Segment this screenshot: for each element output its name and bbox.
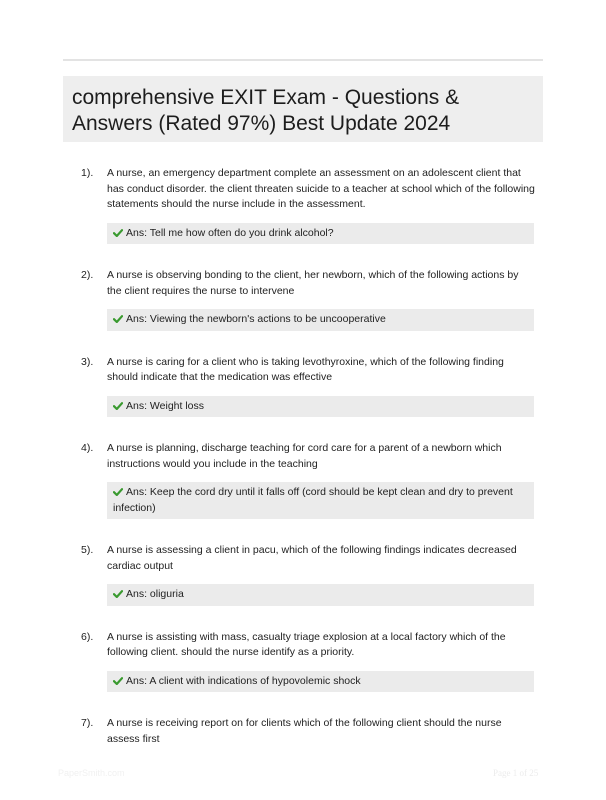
answer-text: Ans: Viewing the newborn's actions to be uncooperative (126, 313, 386, 325)
question-text: A nurse is assessing a client in pacu, which of the following findings indicates decreased cardiac output (107, 544, 517, 572)
answer-box (107, 482, 534, 519)
check-icon (113, 229, 123, 237)
footer-watermark: PaperSmith.com (58, 768, 125, 778)
check-icon (113, 488, 123, 496)
question-text: A nurse is planning, discharge teaching for cord care for a parent of a newborn which instructions would you include in the teaching (107, 442, 502, 470)
check-icon (113, 590, 123, 598)
question-number: 2). (81, 269, 94, 281)
question-item (80, 441, 540, 519)
answer-text: Ans: oliguria (126, 588, 184, 600)
question-item (80, 630, 540, 693)
question-list (80, 166, 540, 771)
question-number: 3). (81, 355, 94, 368)
check-icon (113, 315, 123, 323)
question-item (80, 543, 540, 606)
document-title: comprehensive EXIT Exam - Questions & Answers (Rated 97%) Best Update 2024 (72, 86, 460, 135)
question-text: A nurse is observing bonding to the client, her newborn, which of the following actions by the client requires the nurse to intervene (107, 269, 519, 297)
question-number: 1). (81, 167, 94, 179)
answer-text: Ans: Keep the cord dry until it falls off (cord should be kept clean and dry to prevent infection) (113, 486, 513, 514)
question-number: 5). (81, 544, 94, 556)
title-banner (63, 76, 543, 142)
top-divider (63, 59, 543, 61)
answer-text: Ans: A client with indications of hypovolemic shock (126, 674, 361, 687)
answer-box (107, 671, 534, 693)
question-item (80, 268, 540, 331)
answer-box (107, 223, 534, 245)
question-item (80, 355, 540, 418)
answer-text: Ans: Tell me how often do you drink alcohol? (126, 226, 334, 239)
question-number: 4). (81, 442, 94, 454)
answer-box (107, 584, 534, 606)
question-number: 6). (81, 630, 94, 643)
question-text: A nurse, an emergency department complete an assessment on an adolescent client that has conduct disorder. the client threaten suicide to a teacher at school which of the following statements should the nurse include in the assessment. (107, 167, 535, 210)
question-item (80, 166, 540, 244)
check-icon (113, 402, 123, 410)
check-icon (113, 677, 123, 685)
answer-text: Ans: Weight loss (126, 399, 205, 412)
page-number: Page 1 of 25 (493, 768, 539, 778)
question-text: A nurse is receiving report on for clients which of the following client should the nurse assess first (107, 717, 502, 745)
question-number: 7). (81, 717, 94, 729)
answer-box (107, 309, 534, 331)
question-text: A nurse is caring for a client who is taking levothyroxine, which of the following finding should indicate that the medication was effective (107, 355, 504, 383)
answer-box (107, 396, 534, 418)
question-item (80, 716, 540, 747)
question-text: A nurse is assisting with mass, casualty triage explosion at a local factory which of the following client. should the nurse identify as a priority. (107, 630, 506, 658)
